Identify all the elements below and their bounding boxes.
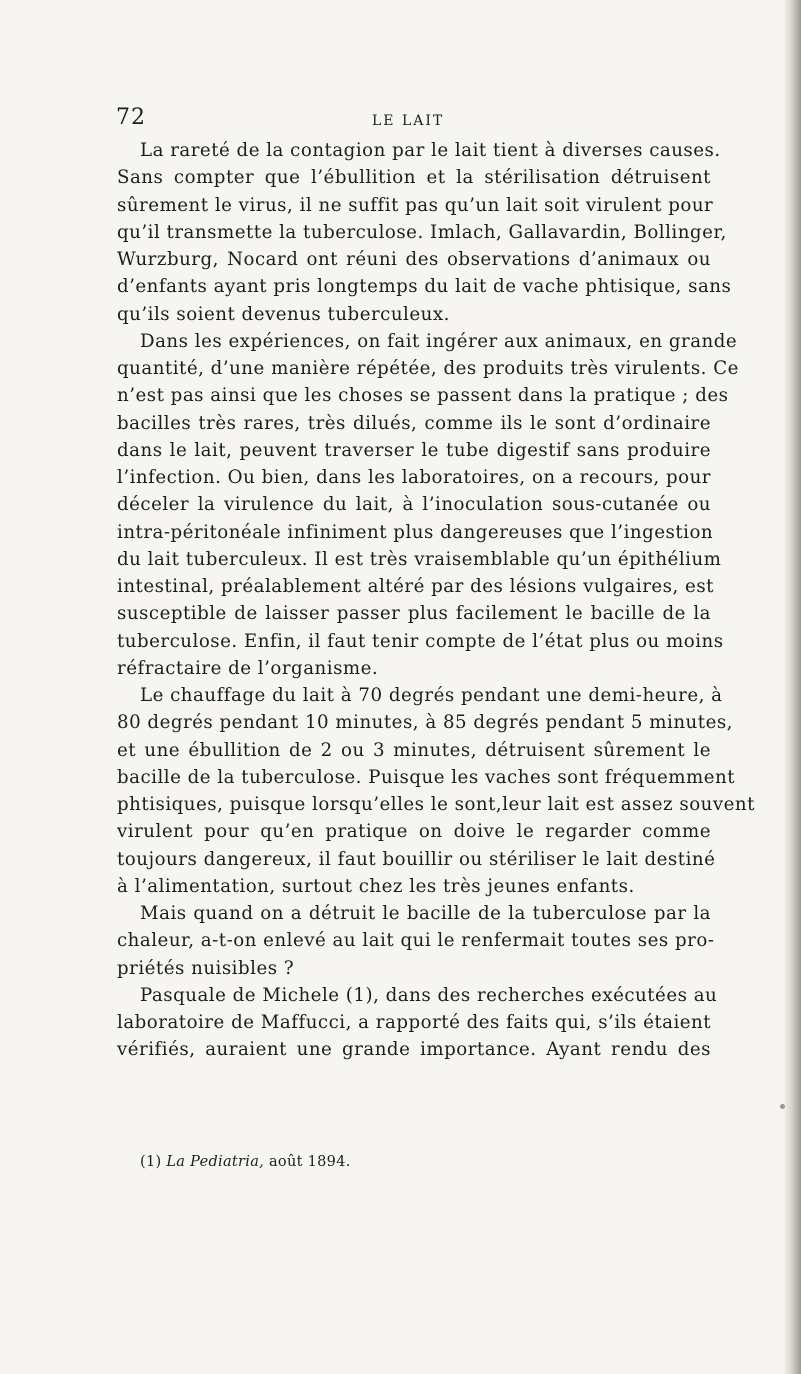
footnote [140, 1154, 351, 1170]
text-line: priétés nuisibles ? [117, 957, 295, 979]
paragraph [117, 982, 718, 1064]
text-line: dans le lait, peuvent traverser le tube digestif sans produire [117, 439, 711, 461]
text-line: toujours dangereux, il faut bouillir ou stériliser le lait destiné [117, 848, 716, 870]
text-line: n’est pas ainsi que les choses se passent dans la pratique ; des [117, 385, 729, 407]
text-line: réfractaire de l’organisme. [117, 657, 379, 679]
text-line: Le chauffage du lait à 70 degrés pendant une demi-heure, à [140, 685, 723, 706]
text-line: intestinal, préalablement altéré par des lésions vulgaires, est [117, 576, 714, 597]
text-line: Mais quand on a détruit le bacille de la tuberculose par la [140, 903, 711, 924]
footnote-marker: (1) [140, 1154, 162, 1170]
text-line: susceptible de laisser passer plus facilement le bacille de la [117, 603, 711, 625]
text-line: qu’ils soient devenus tuberculeux. [117, 303, 450, 325]
page-number: 72 [116, 105, 146, 130]
text-line: 80 degrés pendant 10 minutes, à 85 degrés pendant 5 minutes, [117, 712, 733, 734]
text-line: laboratoire de Maffucci, a rapporté des faits qui, s’ils étaient [117, 1012, 712, 1033]
text-line: virulent pour qu’en pratique on doive le regarder comme [117, 821, 711, 843]
text-line: sûrement le virus, il ne suffit pas qu’un lait soit virulent pour [117, 194, 714, 216]
text-line: du lait tuberculeux. Il est très vraisemblable qu’un épithélium [117, 548, 722, 570]
text-line: Dans les expériences, on fait ingérer aux animaux, en grande [140, 330, 738, 352]
text-line: l’infection. Ou bien, dans les laboratoires, on a recours, pour [117, 467, 711, 488]
body-text [117, 137, 755, 1064]
text-line: bacilles très rares, très dilués, comme ils le sont d’ordinaire [117, 412, 711, 434]
paragraph [117, 900, 715, 982]
footnote-source-title: La Pediatria, [166, 1154, 265, 1170]
text-line: à l’alimentation, surtout chez les très jeunes enfants. [117, 875, 635, 897]
text-line: vérifiés, auraient une grande importance. Ayant rendu des [117, 1039, 711, 1061]
text-line: Pasquale de Michele (1), dans des recherches exécutées au [140, 984, 718, 1006]
footnote-date: août 1894. [268, 1154, 351, 1170]
paragraph [117, 682, 755, 900]
paragraph [117, 328, 739, 682]
text-line: Wurzburg, Nocard ont réuni des observations d’animaux ou [117, 249, 711, 270]
text-line: chaleur, a-t-on enlevé au lait qui le renfermait toutes ses pro- [117, 930, 715, 952]
paragraph [117, 137, 732, 328]
text-line: d’enfants ayant pris longtemps du lait de vache phtisique, sans [117, 276, 732, 298]
text-line: et une ébullition de 2 ou 3 minutes, détruisent sûrement le [117, 739, 711, 761]
text-line: phtisiques, puisque lorsqu’elles le sont,leur lait est assez souvent [117, 794, 755, 815]
text-line: Sans compter que l’ébullition et la stérilisation détruisent [117, 167, 711, 189]
text-line: qu’il transmette la tuberculose. Imlach, Gallavardin, Bollinger, [117, 221, 727, 243]
text-line: déceler la virulence du lait, à l’inoculation sous-cutanée ou [117, 494, 711, 516]
text-line: quantité, d’une manière répétée, des produits très virulents. Ce [117, 358, 739, 379]
text-line: La rareté de la contagion par le lait tient à diverses causes. [140, 140, 721, 161]
text-line: bacille de la tuberculose. Puisque les vaches sont fréquemment [117, 766, 736, 788]
page-header [0, 105, 801, 135]
text-line: intra-péritonéale infiniment plus dangereuses que l’ingestion [117, 521, 714, 543]
page-edge-shadow [783, 0, 801, 1374]
ink-speck [780, 1104, 785, 1109]
text-line: tuberculose. Enfin, il faut tenir compte de l’état plus ou moins [117, 630, 724, 652]
running-title: LE LAIT [372, 113, 445, 129]
